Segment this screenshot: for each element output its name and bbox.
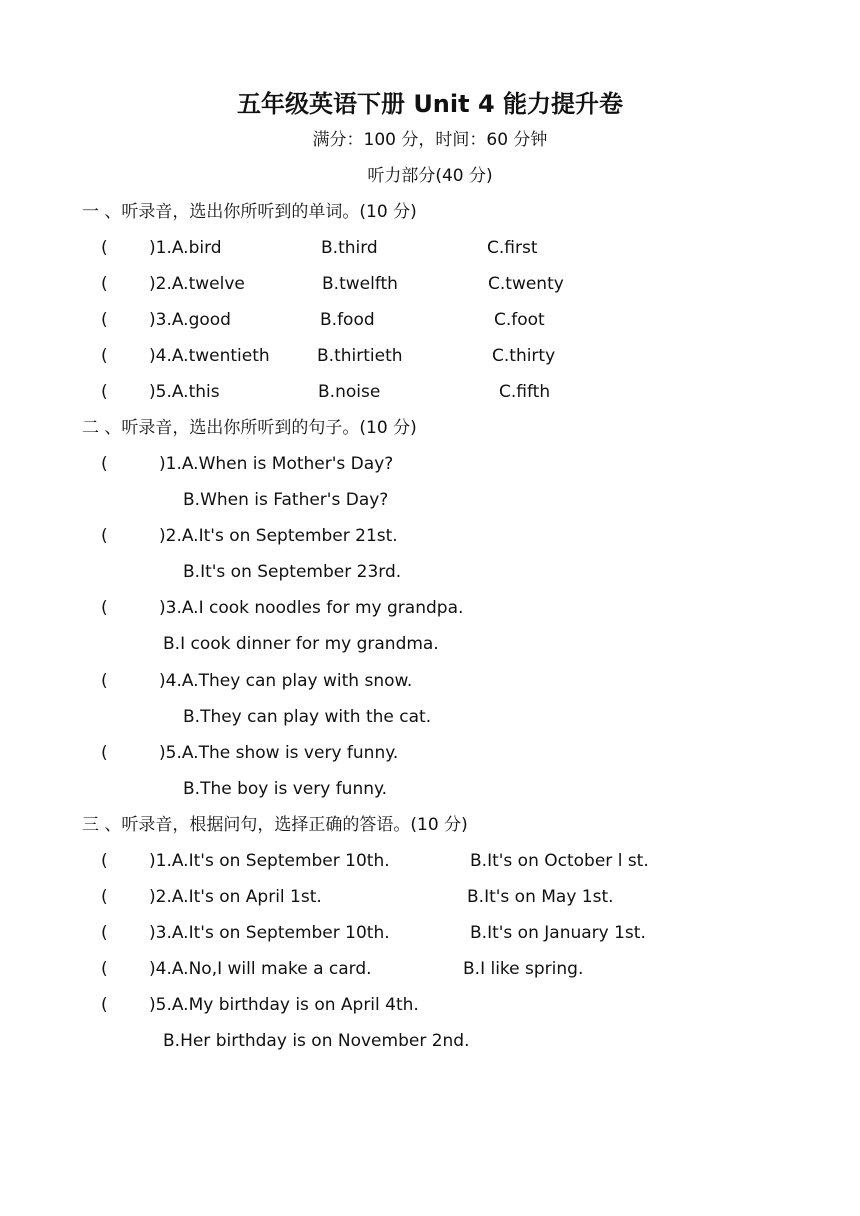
question-row	[0, 1030, 860, 1052]
option-b: B.third	[321, 238, 378, 258]
question-row	[0, 525, 860, 547]
answer-paren: (	[101, 671, 108, 691]
answer-paren: (	[101, 238, 108, 258]
option-a: )1.A.bird	[149, 238, 222, 258]
question-row	[0, 381, 860, 403]
part-label: 听力部分(40 分)	[367, 166, 493, 186]
question-row	[0, 670, 860, 692]
question-row	[0, 561, 860, 583]
option-a: )2.A.It's on April 1st.	[149, 887, 322, 907]
question-row	[0, 778, 860, 800]
question-row	[0, 958, 860, 980]
option-b: B.thirtieth	[317, 346, 403, 366]
answer-paren: (	[101, 851, 108, 871]
option-a: )2.A.It's on September 21st.	[159, 526, 398, 546]
section-3-heading: 三 、听录音，根据问句，选择正确的答语。(10 分)	[82, 815, 468, 835]
option-c: C.first	[487, 238, 538, 258]
option-b: B.Her birthday is on November 2nd.	[163, 1031, 470, 1051]
question-row	[0, 633, 860, 655]
option-b: B.The boy is very funny.	[183, 779, 388, 799]
option-c: C.twenty	[488, 274, 564, 294]
question-row	[0, 453, 860, 475]
answer-paren: (	[101, 923, 108, 943]
answer-paren: (	[101, 743, 108, 763]
option-b: B.It's on May 1st.	[467, 887, 614, 907]
answer-paren: (	[101, 274, 108, 294]
option-a: )1.A.When is Mother's Day?	[159, 454, 394, 474]
option-b: B.When is Father's Day?	[183, 490, 389, 510]
option-a: )5.A.this	[149, 382, 220, 402]
option-b: B.It's on September 23rd.	[183, 562, 402, 582]
option-a: )5.A.The show is very funny.	[159, 743, 399, 763]
question-row	[0, 273, 860, 295]
question-row	[0, 850, 860, 872]
option-b: B.twelfth	[322, 274, 398, 294]
option-a: )2.A.twelve	[149, 274, 245, 294]
option-a: )4.A.No,I will make a card.	[149, 959, 372, 979]
option-b: B.It's on October l st.	[470, 851, 649, 871]
option-a: )3.A.It's on September 10th.	[149, 923, 390, 943]
option-b: B.noise	[318, 382, 381, 402]
page-title: 五年级英语下册 Unit 4 能力提升卷	[236, 90, 624, 118]
answer-paren: (	[101, 995, 108, 1015]
option-c: C.fifth	[499, 382, 551, 402]
question-row	[0, 345, 860, 367]
answer-paren: (	[101, 959, 108, 979]
answer-paren: (	[101, 454, 108, 474]
option-c: C.thirty	[492, 346, 556, 366]
question-row	[0, 922, 860, 944]
option-a: )1.A.It's on September 10th.	[149, 851, 390, 871]
question-row	[0, 886, 860, 908]
answer-paren: (	[101, 382, 108, 402]
answer-paren: (	[101, 310, 108, 330]
question-row	[0, 489, 860, 511]
option-b: B.food	[320, 310, 375, 330]
answer-paren: (	[101, 346, 108, 366]
option-b: B.It's on January 1st.	[470, 923, 646, 943]
option-a: )3.A.good	[149, 310, 231, 330]
answer-paren: (	[101, 887, 108, 907]
option-b: B.I like spring.	[463, 959, 584, 979]
option-a: )5.A.My birthday is on April 4th.	[149, 995, 419, 1015]
question-row	[0, 994, 860, 1016]
option-a: )4.A.twentieth	[149, 346, 270, 366]
option-b: B.I cook dinner for my grandma.	[163, 634, 439, 654]
section-1-heading: 一 、听录音，选出你所听到的单词。(10 分)	[82, 202, 417, 222]
question-row	[0, 597, 860, 619]
answer-paren: (	[101, 598, 108, 618]
question-row	[0, 706, 860, 728]
option-b: B.They can play with the cat.	[183, 707, 432, 727]
question-row	[0, 742, 860, 764]
option-a: )4.A.They can play with snow.	[159, 671, 413, 691]
option-c: C.foot	[494, 310, 545, 330]
question-row	[0, 309, 860, 331]
question-row	[0, 237, 860, 259]
score-time-info: 满分：100 分，时间：60 分钟	[312, 130, 548, 150]
section-2-heading: 二 、听录音，选出你所听到的句子。(10 分)	[82, 418, 417, 438]
answer-paren: (	[101, 526, 108, 546]
option-a: )3.A.I cook noodles for my grandpa.	[159, 598, 464, 618]
